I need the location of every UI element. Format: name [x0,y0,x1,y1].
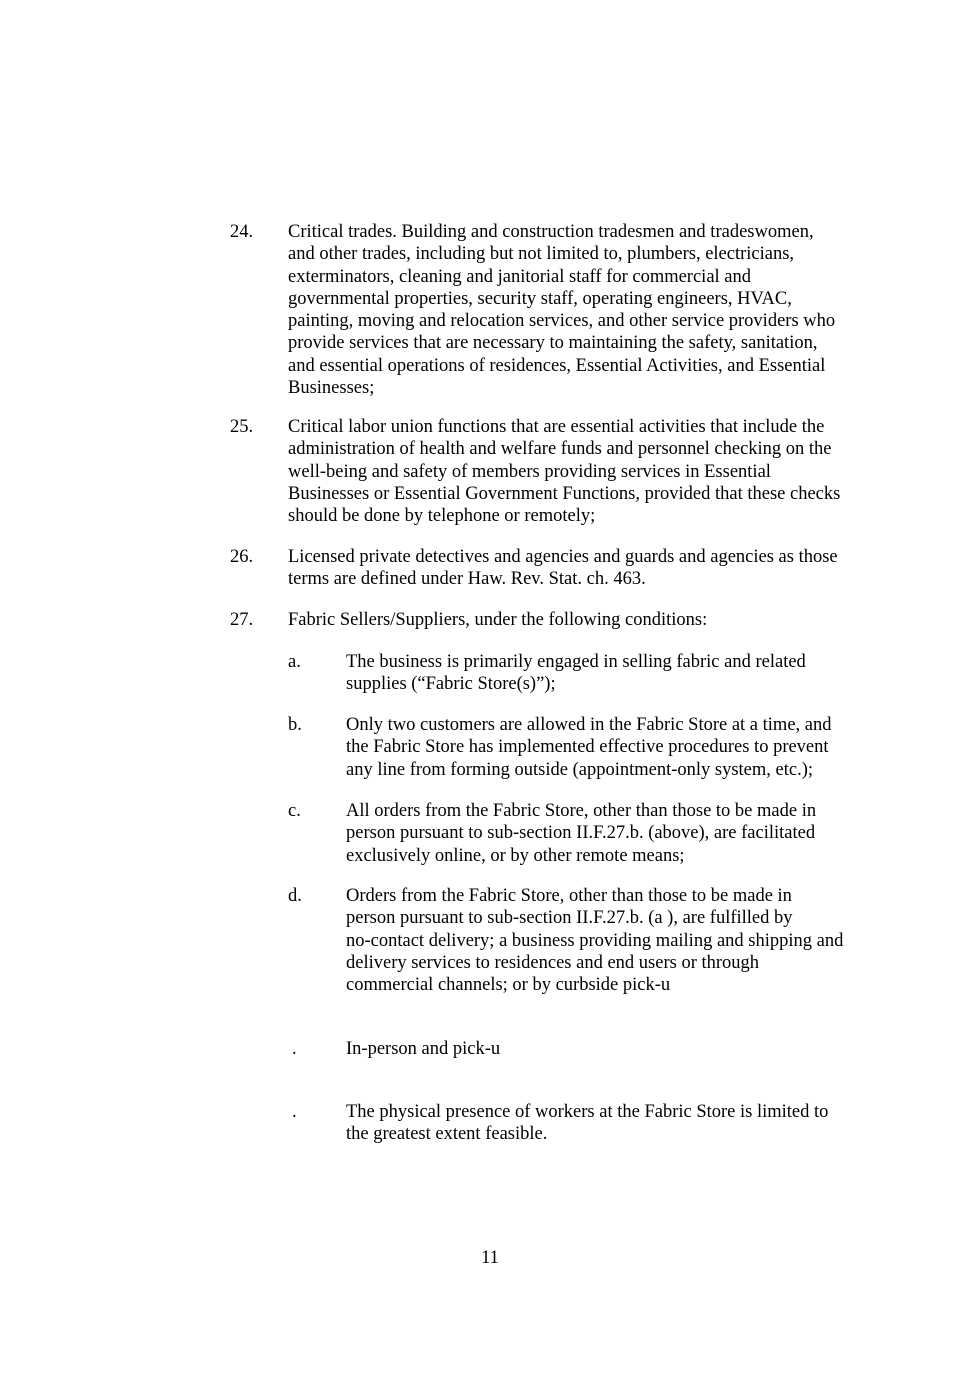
subitem-letter: b. [288,715,302,735]
item-number: 26. [230,547,254,567]
subitem-letter: c. [288,801,301,821]
subitem-letter: . [292,1102,297,1122]
item-text: Critical labor union functions that are essential activities that include the administration of health and welfare funds and personnel checking on the well-being and safety of members providing services in Essential Businesses or Essential Government Functions, provided that these checks should be done by telephone or remotely; [288,417,841,527]
subitem-text: In-person and pick-u [346,1039,501,1059]
subitem-text: All orders from the Fabric Store, other than those to be made in person pursuant to sub-section II.F.27.b. (above), are facilitated exclusively online, or by other remote means; [346,801,817,866]
item-text: Critical trades. Building and construction tradesmen and tradeswomen, and other trades, including but not limited to, plumbers, electricians, exterminators, cleaning and janitorial staff for commercial and governmental properties, security staff, operating engineers, HVAC, painting, moving and relocation services, and other service providers who provide services that are necessary to maintaining the safety, sanitation, and essential operations of residences, Essential Activities, and Essential Businesses; [288,222,836,399]
subitem-letter: a. [288,652,301,672]
item-number: 24. [230,222,254,242]
subitem-text: The business is primarily engaged in selling fabric and related supplies (“Fabric Store(s)”); [346,652,806,695]
item-number: 27. [230,610,254,630]
subitem-letter: . [292,1039,297,1059]
page-number: 11 [481,1248,499,1268]
subitem-text: The physical presence of workers at the Fabric Store is limited to the greatest extent feasible. [346,1102,829,1145]
subitem-text: Orders from the Fabric Store, other than those to be made in person pursuant to sub-section II.F.27.b. (a ), are fulfilled by no-contact delivery; a business providing mailing and shipping and delivery services to residences and end users or through commercial channels; or by curbside pick-u [346,886,844,996]
item-text: Licensed private detectives and agencies and guards and agencies as those terms are defined under Haw. Rev. Stat. ch. 463. [288,547,838,590]
subitem-letter: d. [288,886,302,906]
subitem-text: Only two customers are allowed in the Fabric Store at a time, and the Fabric Store has implemented effective procedures to prevent any line from forming outside (appointment-only system, etc.); [346,715,832,780]
item-text: Fabric Sellers/Suppliers, under the following conditions: [288,610,708,630]
item-number: 25. [230,417,254,437]
